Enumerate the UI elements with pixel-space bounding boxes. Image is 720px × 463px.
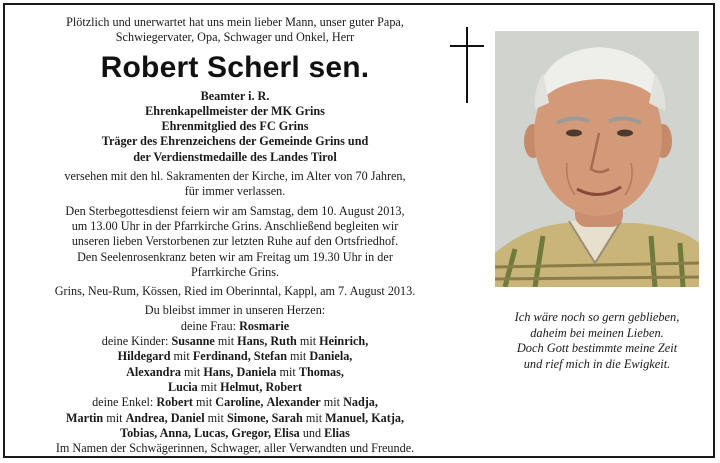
intro-line-1: Plötzlich und unerwartet hat uns mein lieber Mann, unser guter Papa,	[66, 15, 404, 29]
memorial-verse	[495, 310, 699, 372]
title-2: Ehrenkapellmeister der MK Grins	[145, 103, 325, 118]
title-3: Ehrenmitglied des FC Grins	[161, 119, 309, 134]
title-4: Träger des Ehrenzeichens der Gemeinde Grins und	[101, 134, 369, 149]
service-line-1: Den Sterbegottesdienst feiern wir am Samstag, dem 10. August 2013,	[65, 203, 405, 218]
children-line-2: Hildegard mit Ferdinand, Stefan mit Daniela,	[117, 349, 353, 364]
deceased-name: Robert Scherl sen.	[100, 50, 370, 84]
place-date: Grins, Neu-Rum, Kössen, Ried im Oberinntal, Kappl, am 7. August 2013.	[54, 284, 416, 299]
verse-line-1: Ich wäre noch so gern geblieben,	[514, 310, 680, 324]
cross-icon	[450, 27, 484, 103]
grandchildren-line-3: Tobias, Anna, Lucas, Gregor, Elisa und Elias	[120, 425, 350, 440]
wife-line: deine Frau: Rosmarie	[180, 318, 290, 333]
verse-line-3: Doch Gott bestimmte meine Zeit	[516, 341, 678, 355]
intro-line-2: Schwiegervater, Opa, Schwager und Onkel, Herr	[115, 30, 355, 45]
closing-line: Im Namen der Schwägerinnen, Schwager, aller Verwandten und Freunde.	[55, 441, 415, 456]
children-line-3: Alexandra mit Hans, Daniela mit Thomas,	[126, 364, 344, 379]
passing-line-2: für immer verlassen.	[184, 184, 286, 199]
title-5: der Verdienstmedaille des Landes Tirol	[133, 149, 337, 164]
service-line-4: Den Seelenrosenkranz beten wir am Freitag um 19.30 Uhr in der	[77, 249, 393, 264]
verse-line-2: daheim bei meinen Lieben.	[530, 325, 664, 340]
children-line-4: Lucia mit Helmut, Robert	[167, 379, 303, 394]
title-1: Beamter i. R.	[200, 88, 270, 103]
service-line-5: Pfarrkirche Grins.	[191, 264, 279, 279]
hearts-line: Du bleibst immer in unseren Herzen:	[144, 303, 326, 318]
grandchildren-line-2: Martin mit Andrea, Daniel mit Simone, Sarah mit Manuel, Katja,	[65, 410, 405, 425]
children-line-1: deine Kinder: Susanne mit Hans, Ruth mit Heinrich,	[101, 334, 369, 349]
portrait-photo	[495, 31, 699, 287]
obituary-text	[25, 15, 445, 456]
service-line-2: um 13.00 Uhr in der Pfarrkirche Grins. Anschließend begleiten wir	[71, 218, 399, 233]
obituary-frame	[3, 3, 715, 458]
service-line-3: unseren lieben Verstorbenen zur letzten Ruhe auf den Ortsfriedhof.	[71, 234, 399, 249]
passing-line-1: versehen mit den hl. Sakramenten der Kirche, im Alter von 70 Jahren,	[64, 169, 406, 184]
grandchildren-line-1: deine Enkel: Robert mit Caroline, Alexander mit Nadja,	[92, 395, 378, 410]
verse-line-4: und rief mich in die Ewigkeit.	[523, 356, 671, 371]
